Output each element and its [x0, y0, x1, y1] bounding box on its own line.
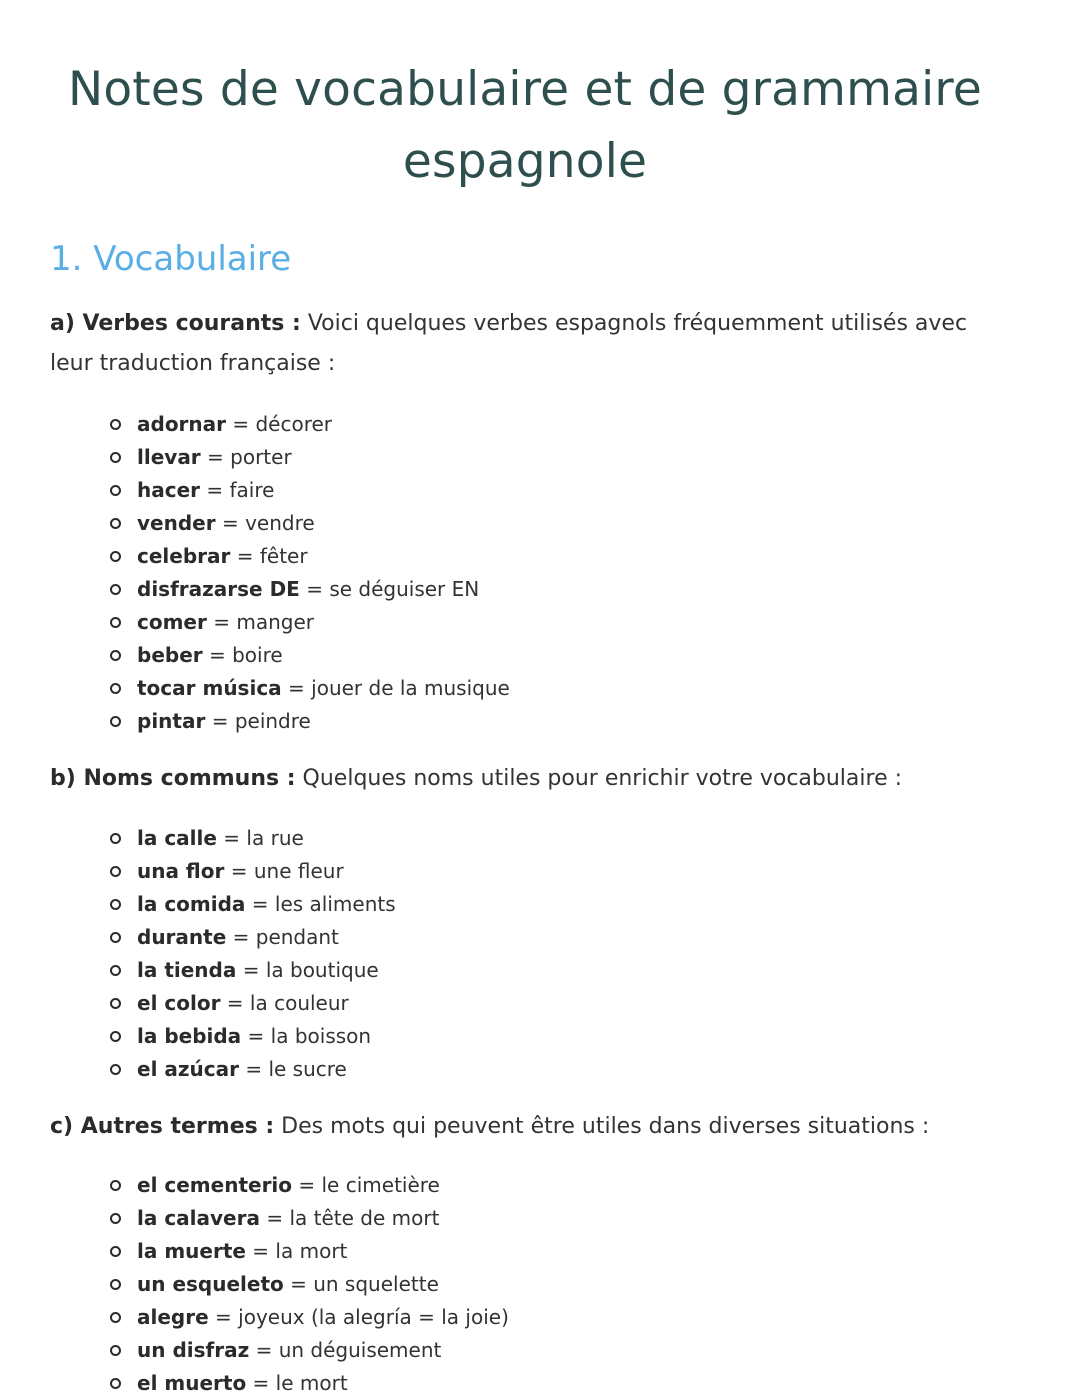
- vocab-translation: = décorer: [226, 412, 333, 436]
- vocab-translation: = porter: [200, 445, 292, 469]
- bullet-icon: [110, 617, 121, 628]
- vocab-translation: = se déguiser EN: [299, 577, 480, 601]
- vocab-term: el cementerio: [137, 1173, 293, 1197]
- vocab-translation: = faire: [200, 478, 275, 502]
- list-item: [108, 888, 396, 921]
- vocab-translation: = le mort: [246, 1371, 348, 1395]
- list-item: [108, 507, 510, 540]
- bullet-icon: [110, 716, 121, 727]
- list-item: [108, 987, 396, 1020]
- subsection-description: Quelques noms utiles pour enrichir votre vocabulaire :: [295, 766, 903, 791]
- list-item: [108, 705, 510, 738]
- bullet-icon: [110, 1213, 121, 1224]
- vocab-term: beber: [137, 643, 203, 667]
- list-item: [108, 639, 510, 672]
- bullet-icon: [110, 932, 121, 943]
- bullet-icon: [110, 1064, 121, 1075]
- bullet-icon: [110, 965, 121, 976]
- bullet-icon: [110, 998, 121, 1009]
- vocab-term: comer: [137, 610, 207, 634]
- vocab-translation: = le sucre: [238, 1057, 347, 1081]
- section-heading-vocabulaire: 1. Vocabulaire: [50, 239, 292, 279]
- vocab-translation: = pendant: [226, 925, 339, 949]
- vocab-translation: = peindre: [205, 709, 311, 733]
- bullet-icon: [110, 683, 121, 694]
- bullet-icon: [110, 452, 121, 463]
- subsection-intro-noms: [50, 759, 1010, 799]
- vocab-translation: = joyeux (la alegría = la joie): [208, 1305, 509, 1329]
- vocab-term: un esqueleto: [137, 1272, 284, 1296]
- vocab-translation: = la boutique: [236, 958, 379, 982]
- vocab-translation: = les aliments: [245, 892, 396, 916]
- bullet-icon: [110, 1378, 121, 1389]
- vocab-term: la calle: [137, 826, 217, 850]
- vocab-term: la comida: [137, 892, 246, 916]
- list-item: [108, 954, 396, 987]
- list-item: [108, 1169, 509, 1202]
- subsection-label: b) Noms communs :: [50, 766, 296, 791]
- vocab-term: celebrar: [137, 544, 231, 568]
- vocab-term: una flor: [137, 859, 225, 883]
- vocab-translation: = la tête de mort: [259, 1206, 440, 1230]
- vocab-translation: = un déguisement: [249, 1338, 442, 1362]
- subsection-description: Des mots qui peuvent être utiles dans diverses situations :: [274, 1114, 930, 1139]
- vocab-term: vender: [137, 511, 216, 535]
- list-item: [108, 921, 396, 954]
- document-title: Notes de vocabulaire et de grammaire espagnole: [67, 62, 983, 189]
- list-item: [108, 1367, 509, 1400]
- list-item: [108, 1301, 509, 1334]
- list-item: [108, 672, 510, 705]
- list-item: [108, 1202, 509, 1235]
- vocab-translation: = manger: [206, 610, 314, 634]
- vocab-term: la bebida: [137, 1024, 242, 1048]
- bullet-icon: [110, 419, 121, 430]
- vocab-term: adornar: [137, 412, 227, 436]
- vocab-term: pintar: [137, 709, 206, 733]
- vocab-term: durante: [137, 925, 227, 949]
- bullet-icon: [110, 1246, 121, 1257]
- bullet-icon: [110, 1279, 121, 1290]
- bullet-icon: [110, 518, 121, 529]
- vocab-translation: = la rue: [216, 826, 304, 850]
- bullet-icon: [110, 485, 121, 496]
- vocab-translation: = boire: [202, 643, 283, 667]
- bullet-icon: [110, 1031, 121, 1042]
- vocab-translation: = une fleur: [224, 859, 344, 883]
- bullet-icon: [110, 1180, 121, 1191]
- bullet-icon: [110, 833, 121, 844]
- list-item: [108, 606, 510, 639]
- subsection-intro-autres: [50, 1107, 1010, 1147]
- vocab-list-autres: [108, 1169, 509, 1400]
- list-item: [108, 1334, 509, 1367]
- vocab-translation: = fêter: [230, 544, 308, 568]
- vocab-translation: = la couleur: [220, 991, 349, 1015]
- vocab-list-verbes: [108, 408, 510, 738]
- subsection-intro-verbes: [50, 304, 1010, 384]
- bullet-icon: [110, 551, 121, 562]
- list-item: [108, 573, 510, 606]
- list-item: [108, 540, 510, 573]
- list-item: [108, 408, 510, 441]
- vocab-term: un disfraz: [137, 1338, 250, 1362]
- vocab-term: tocar música: [137, 676, 282, 700]
- vocab-translation: = un squelette: [283, 1272, 439, 1296]
- vocab-term: hacer: [137, 478, 201, 502]
- vocab-translation: = la mort: [245, 1239, 348, 1263]
- list-item: [108, 441, 510, 474]
- vocab-term: el azúcar: [137, 1057, 239, 1081]
- subsection-description: Voici quelques verbes espagnols fréquemment utilisés avec leur traduction française :: [50, 311, 968, 376]
- vocab-translation: = vendre: [215, 511, 315, 535]
- bullet-icon: [110, 584, 121, 595]
- subsection-label: c) Autres termes :: [50, 1114, 275, 1139]
- vocab-term: el color: [137, 991, 221, 1015]
- list-item: [108, 1235, 509, 1268]
- vocab-translation: = la boisson: [241, 1024, 372, 1048]
- vocab-list-noms: [108, 822, 396, 1086]
- list-item: [108, 1268, 509, 1301]
- list-item: [108, 855, 396, 888]
- vocab-term: la calavera: [137, 1206, 260, 1230]
- list-item: [108, 1020, 396, 1053]
- bullet-icon: [110, 899, 121, 910]
- bullet-icon: [110, 1345, 121, 1356]
- vocab-term: el muerto: [137, 1371, 247, 1395]
- vocab-translation: = jouer de la musique: [281, 676, 510, 700]
- vocab-translation: = le cimetière: [292, 1173, 440, 1197]
- bullet-icon: [110, 1312, 121, 1323]
- subsection-label: a) Verbes courants :: [50, 311, 301, 336]
- bullet-icon: [110, 866, 121, 877]
- vocab-term: la tienda: [137, 958, 237, 982]
- vocab-term: disfrazarse DE: [137, 577, 300, 601]
- list-item: [108, 822, 396, 855]
- bullet-icon: [110, 650, 121, 661]
- vocab-term: llevar: [137, 445, 201, 469]
- list-item: [108, 474, 510, 507]
- vocab-term: la muerte: [137, 1239, 246, 1263]
- vocab-term: alegre: [137, 1305, 209, 1329]
- list-item: [108, 1053, 396, 1086]
